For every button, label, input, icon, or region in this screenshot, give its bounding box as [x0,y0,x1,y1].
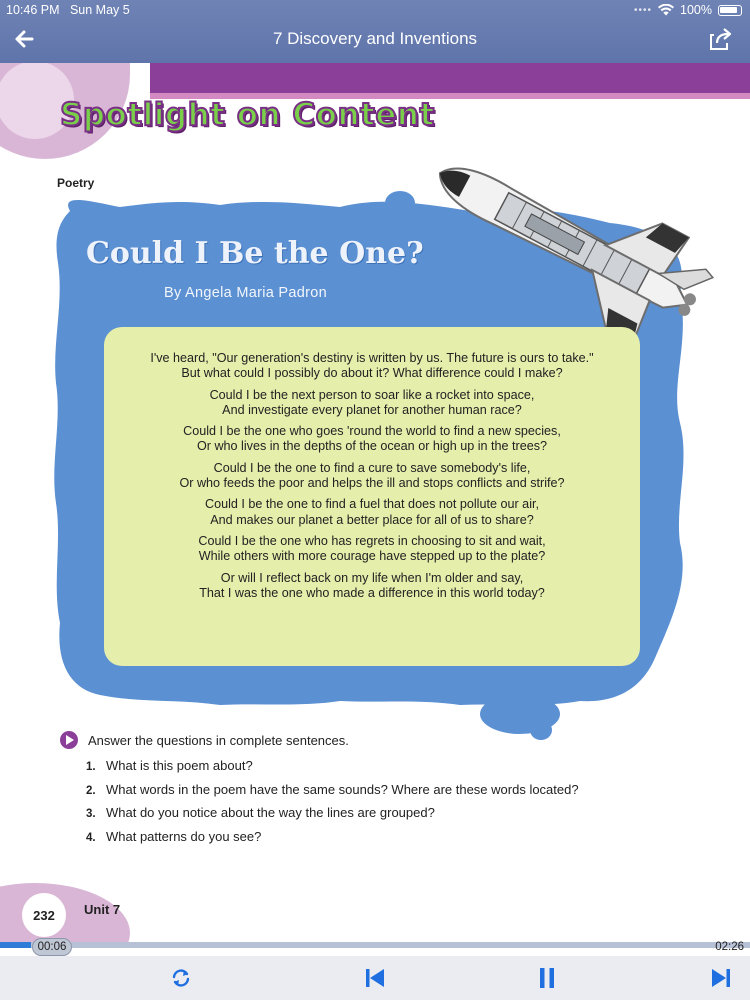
status-right [634,3,742,17]
signal-dots-icon: •••• [634,4,653,16]
audio-progress-fill [0,942,31,948]
question-number: 3. [86,808,96,821]
poem-line: Or who feeds the poor and helps the ill and stops conflicts and strife? [179,476,565,491]
questions-intro-text: Answer the questions in complete sentences. [88,732,349,748]
poem-stanza [104,497,640,528]
nav-bar [0,20,750,58]
spotlight-banner: Spotlight on Content [60,97,435,133]
battery-icon [718,5,742,16]
question-text: What do you notice about the way the lines are grouped? [106,805,435,821]
status-time: 10:46 PM [6,3,60,17]
poem-stanza [104,388,640,419]
poem-line: Or will I reflect back on my life when I'm older and say, [220,570,524,585]
questions-intro [60,731,349,749]
question-item [86,826,579,850]
skip-previous-icon[interactable] [363,966,387,990]
player-controls [0,956,750,1000]
status-bar [0,3,750,19]
nav-title: 7 Discovery and Inventions [272,29,478,48]
poem-line: And investigate every planet for another human race? [222,402,522,417]
poem-line: Could I be the one who goes 'round the world to find a new species, [183,424,561,439]
question-item [86,779,579,803]
page-number: 232 [22,893,66,937]
poem-title: Could I Be the One? [86,236,424,271]
skip-next-icon[interactable] [709,966,733,990]
question-item [86,802,579,826]
poem-line: Or who lives in the depths of the ocean or high up in the trees? [196,439,548,454]
question-number: 4. [86,831,96,844]
battery-percent: 100% [680,3,712,17]
question-text: What patterns do you see? [106,828,262,844]
question-number: 1. [86,761,96,773]
status-date: Sun May 5 [69,3,130,17]
top-chrome [0,0,750,63]
current-time[interactable]: 00:06 [32,938,72,956]
space-shuttle-illustration [400,143,740,353]
section-label: Poetry [57,176,95,190]
poem-line: I've heard, "Our generation's destiny is written by us. The future is ours to take." [150,351,594,365]
question-number: 2. [86,784,96,797]
question-item [86,755,579,779]
poem-line: That I was the one who made a difference in this world today? [199,585,545,600]
poem-line: Could I be the one who has regrets in choosing to sit and wait, [198,533,546,548]
poem-line: Could I be the one to find a fuel that does not pollute our air, [205,497,539,512]
unit-label: Unit 7 [84,902,121,917]
poem-stanza [104,534,640,565]
repeat-icon[interactable] [169,966,193,990]
poem-stanza [104,424,640,455]
pause-icon[interactable] [535,966,559,990]
book-page[interactable] [0,63,750,942]
poem-stanza [104,571,640,602]
total-time: 02:26 [715,941,744,953]
poem-text [104,351,640,607]
poem-line: Could I be the next person to soar like a rocket into space, [209,387,535,402]
poem-line: But what could I possibly do about it? What difference could I make? [181,366,563,381]
poem-author: By Angela Maria Padron [164,285,327,301]
question-text: What is this poem about? [106,758,253,773]
poem-line: Could I be the one to find a cure to save somebody's life, [213,460,531,475]
play-bullet-icon [60,731,78,749]
audio-progress-bar[interactable] [0,942,750,948]
question-text: What words in the poem have the same sounds? Where are these words located? [106,781,579,797]
share-icon[interactable] [706,26,734,52]
status-time-date [6,3,130,17]
poem-stanza [104,351,640,382]
wifi-icon [658,4,674,16]
poem-stanza [104,461,640,492]
questions-list [86,755,579,849]
poem-line: And makes our planet a better place for all of us to share? [210,512,534,527]
poem-line: While others with more courage have stepped up to the plate? [198,549,546,564]
